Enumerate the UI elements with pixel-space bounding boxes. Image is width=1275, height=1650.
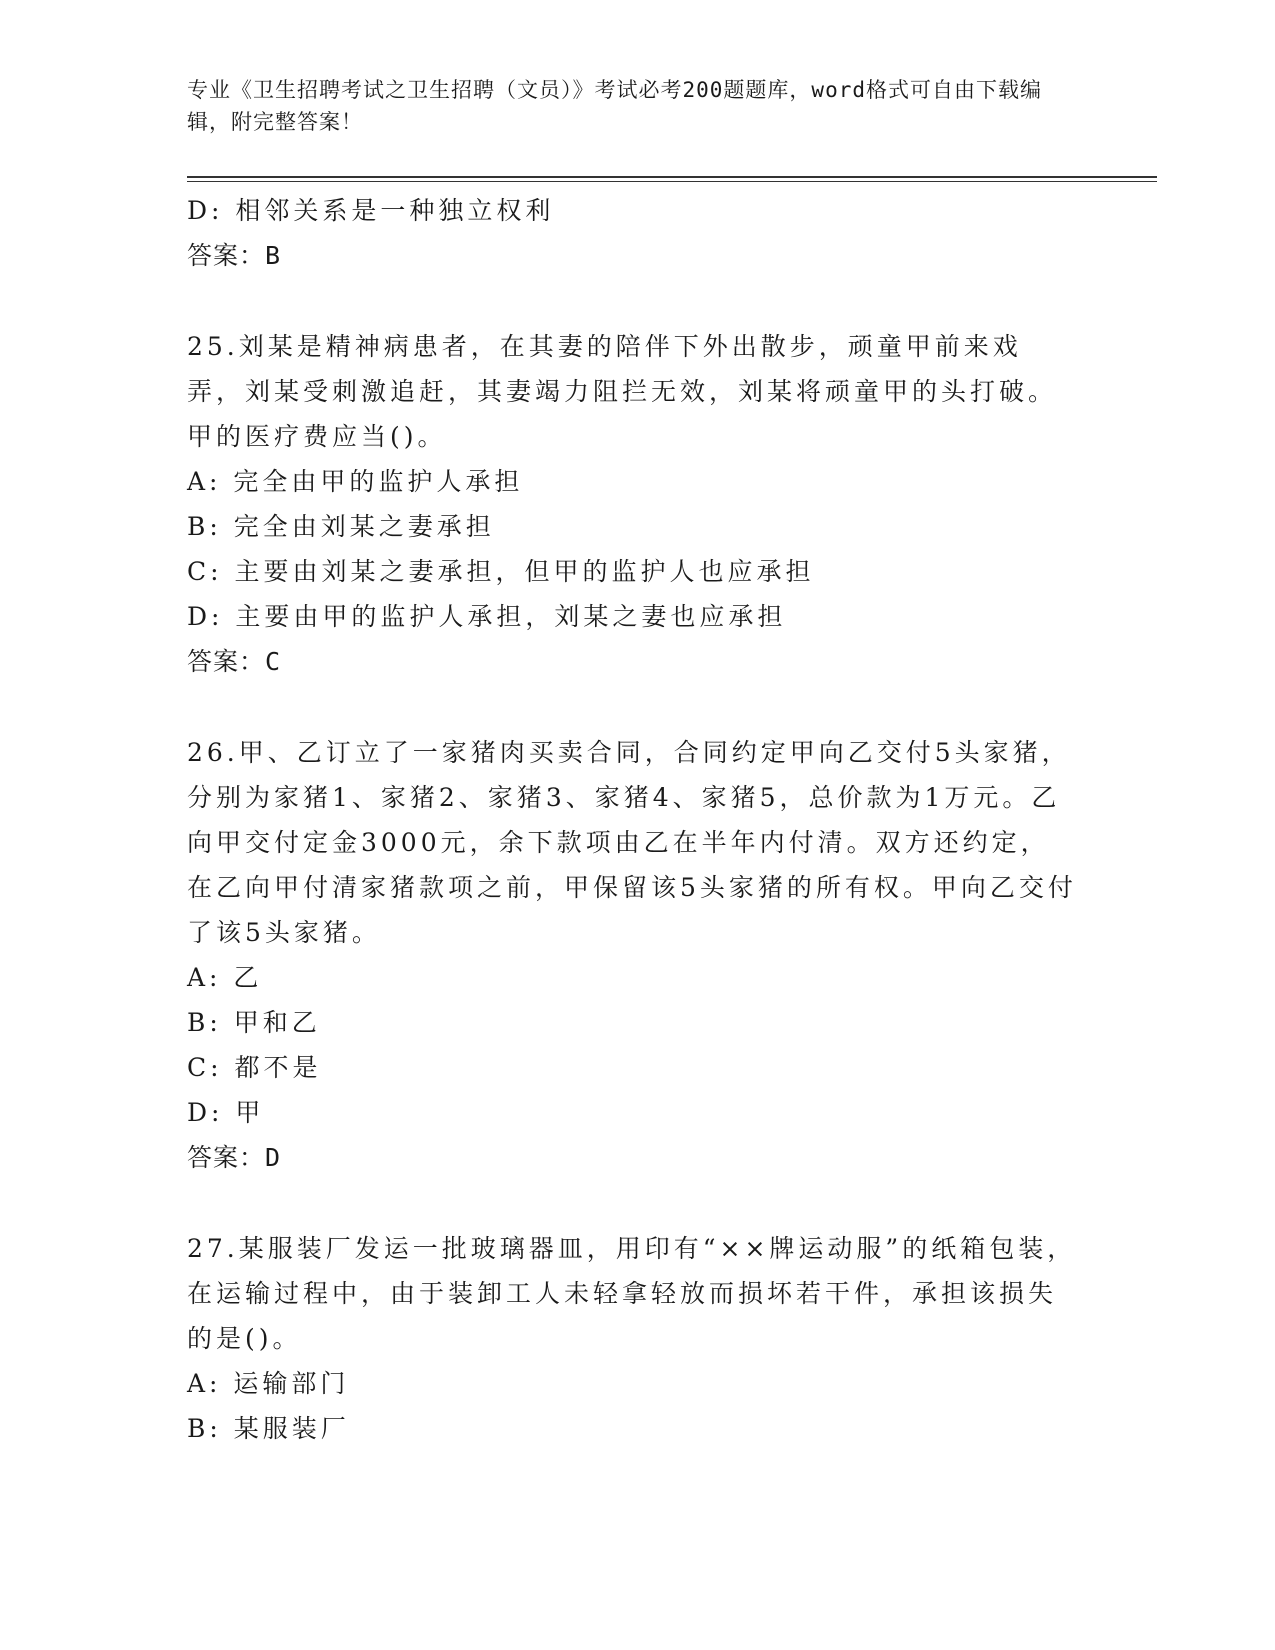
answer-line [187,233,1077,278]
question-stem: 25.刘某是精神病患者，在其妻的陪伴下外出散步，顽童甲前来戏弄，刘某受刺激追赶，其妻竭力阻拦无效，刘某将顽童甲的头打破。甲的医疗费应当()。 [187,332,1058,451]
option-c: C: 主要由刘某之妻承担，但甲的监护人也应承担 [187,557,815,586]
answer-label: 答案： [187,647,266,676]
divider-line-thin [187,181,1157,182]
spacer [187,278,1077,324]
option-c: C: 都不是 [187,1053,322,1082]
option-a: A: 运输部门 [187,1369,350,1398]
spacer [187,684,1077,730]
answer-value: B [265,241,282,270]
option-d: D: 相邻关系是一种独立权利 [187,196,555,225]
spacer [187,1180,1077,1226]
option-d: D: 甲 [187,1098,265,1127]
document-header: 专业《卫生招聘考试之卫生招聘（文员）》考试必考200题题库，word格式可自由下载编辑，附完整答案！ [187,78,1042,134]
answer-line [187,639,1077,684]
answer-value: C [265,647,282,676]
option-b: B: 完全由刘某之妻承担 [187,512,495,541]
option-a: A: 完全由甲的监护人承担 [187,467,524,496]
divider-line-thick [187,176,1157,178]
question-27 [187,1226,1077,1451]
answer-value: D [265,1143,282,1172]
question-stem: 27.某服装厂发运一批玻璃器皿，用印有“××牌运动服”的纸箱包装，在运输过程中，由于装卸工人未轻拿轻放而损坏若干件，承担该损失的是()。 [187,1234,1077,1353]
question-content [187,188,1077,1451]
question-26 [187,730,1077,1180]
answer-label: 答案： [187,241,266,270]
header-divider [187,176,1157,182]
answer-line [187,1135,1077,1180]
option-b: B: 甲和乙 [187,1008,321,1037]
question-stem: 26.甲、乙订立了一家猪肉买卖合同，合同约定甲向乙交付5头家猪，分别为家猪1、家猪2、家猪3、家猪4、家猪5，总价款为1万元。乙向甲交付定金3000元，余下款项由乙在半年内付清。双方还约定，在乙向甲付清家猪款项之前，甲保留该5头家猪的所有权。甲向乙交付了该5头家猪。 [187,738,1077,947]
option-b: B: 某服装厂 [187,1414,350,1443]
option-d: D: 主要由甲的监护人承担，刘某之妻也应承担 [187,602,787,631]
option-a: A: 乙 [187,963,263,992]
answer-label: 答案： [187,1143,266,1172]
question-25 [187,324,1077,684]
